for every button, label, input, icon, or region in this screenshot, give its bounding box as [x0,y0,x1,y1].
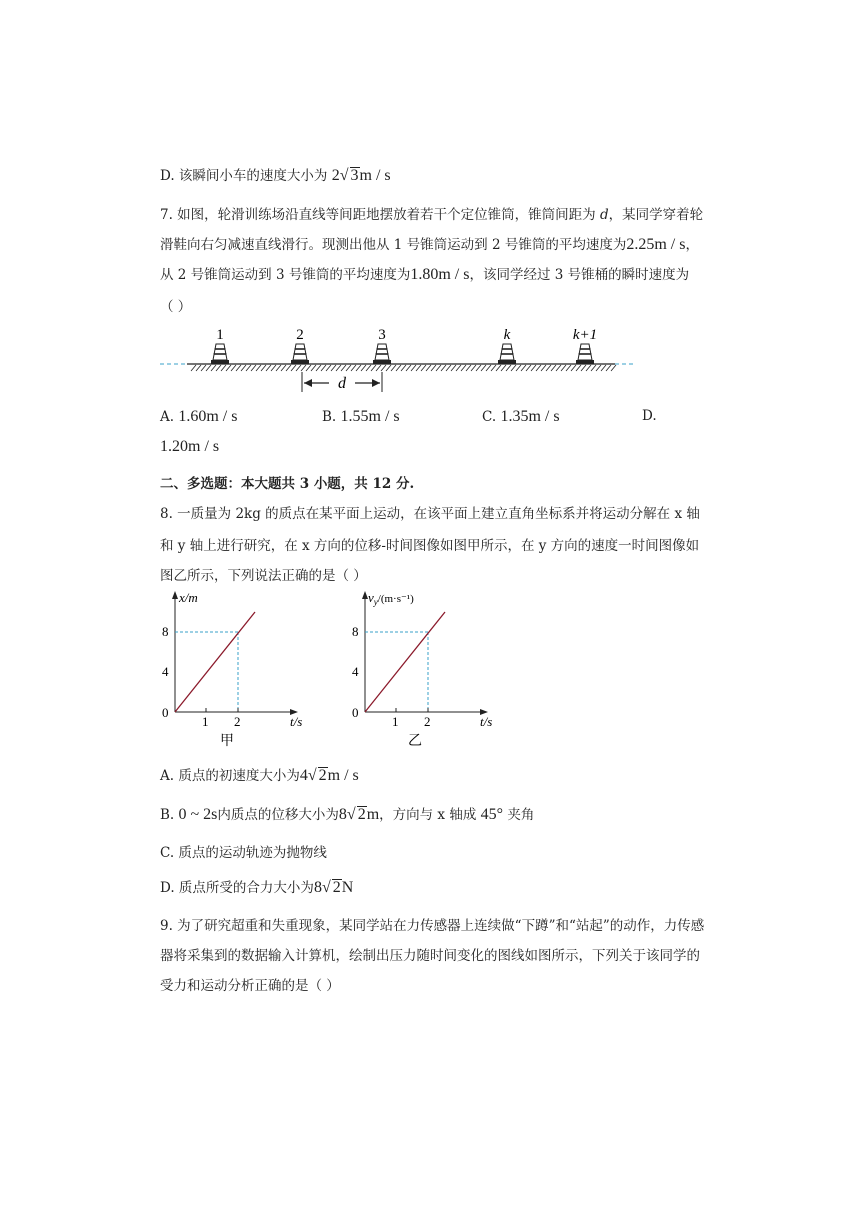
cone-label-5: k+1 [572,327,598,343]
graph-b-ylabel: $v_y^{/(m\cdot s^{-1})}$ [368,590,414,607]
q7-line-1 [160,203,703,223]
q8-option-a: A. 质点的初速度大小为4√ 2m / s [160,767,359,784]
q7-option-c: C. 1.35m / s [482,408,560,425]
graph-a [150,588,320,750]
graph-a-xtick-1: 1 [202,714,209,729]
graph-b-xtick-1: 1 [392,714,399,729]
graph-a-xtick-2: 2 [234,714,241,729]
spacing-label: d [338,375,346,392]
q7-option-a: A. 1.60m / s [160,408,238,425]
q6-d-prefix: D. 该瞬间小车的速度大小为 [160,168,328,184]
graph-a-ytick-4: 4 [162,664,169,679]
q7-v23: 1.80m / s [410,266,470,283]
cone-5 [573,327,597,364]
cone-4 [498,327,516,364]
q7-l3b: ，该同学经过 3 号锥桶的瞬时速度为 [469,267,690,283]
graph-b-xlabel: t/s [480,714,493,729]
graph-a-ytick-0: 0 [162,705,169,720]
graph-b-xtick-2: 2 [424,714,431,729]
q8-option-c: C. 质点的运动轨迹为抛物线 [160,845,327,861]
graph-b-ytick-0: 0 [352,705,359,720]
q7-v12: 2.25m / s [626,236,686,253]
q8-option-d: D. 质点所受的合力大小为8√ 2N [160,879,354,896]
cone-3 [373,327,391,364]
q7-option-d-value: 1.20m / s [160,438,220,455]
cone-label-1: 1 [216,327,224,343]
graph-a-ytick-8: 8 [162,624,169,639]
q9-line-2: 器将采集到的数据输入计算机，绘制出压力随时间变化的图线如图所示，下列关于该同学的 [160,948,700,964]
q8-line-2: 和 y 轴上进行研究，在 x 方向的位移-时间图像如图甲所示，在 y 方向的速度一时间图像如 [160,538,700,554]
q8-option-b: B. 0 ~ 2s内质点的位移大小为8√ 2m，方向与 x 轴成 45° 夹角 [160,806,535,823]
graph-b-ytick-4: 4 [352,664,359,679]
graph-b [340,588,510,750]
q7-l2a: 滑鞋向右匀减速直线滑行。现测出他从 1 号锥筒运动到 2 号锥筒的平均速度为 [160,237,627,253]
q9-line-3: 受力和运动分析正确的是（ ） [160,978,340,994]
q7-var-d: d [599,207,609,223]
cone-2 [291,327,309,364]
graph-b-caption: 乙 [408,734,422,749]
q7-paren: （ ） [160,299,192,315]
graph-a-xlabel: t/s [290,714,303,729]
q8-line-1: 8. 一质量为 2kg 的质点在某平面上运动，在该平面上建立直角坐标系并将运动分解在 x 轴 [160,506,700,522]
graph-b-line [365,612,445,712]
q7-line-3 [160,263,689,284]
q6-d-coef: 2 [331,167,340,184]
q7-option-b: B. 1.55m / s [322,408,400,425]
q9-line-1: 9. 为了研究超重和失重现象，某同学站在力传感器上连续做“下蹲”和“站起”的动作，力传感 [160,918,705,934]
q6-option-d: D. 该瞬间小车的速度大小为 2√ 3m / s [160,167,391,184]
cone-label-4: k [503,327,511,343]
q7-l1a: 7. 如图，轮滑训练场沿直线等间距地摆放着若干个定位锥筒，锥筒间距为 [160,207,596,223]
cone-1 [211,327,229,364]
q7-line-2 [160,233,699,254]
q7-option-d-letter: D. [642,408,657,424]
cone-label-2: 2 [296,327,304,343]
cones [211,327,597,364]
q6-d-unit: m / s [359,167,391,184]
ground-hatch [191,365,616,371]
cone-diagram [155,322,635,394]
q6-d-radicand: 3 [350,167,359,184]
graph-a-line [175,612,255,712]
q8-line-3: 图乙所示，下列说法正确的是（ ） [160,568,367,584]
graph-a-caption: 甲 [220,734,234,749]
q7-l1b: ，某同学穿着轮 [608,207,704,223]
graph-a-ylabel: x/m [179,590,198,605]
q7-l2b: ， [685,237,699,253]
cone-label-3: 3 [378,327,386,343]
section-2-title: 二、多选题：本大题共 3 小题，共 12 分. [160,476,415,492]
q7-l3a: 从 2 号锥筒运动到 3 号锥筒的平均速度为 [160,267,411,283]
graph-b-ytick-8: 8 [352,624,359,639]
